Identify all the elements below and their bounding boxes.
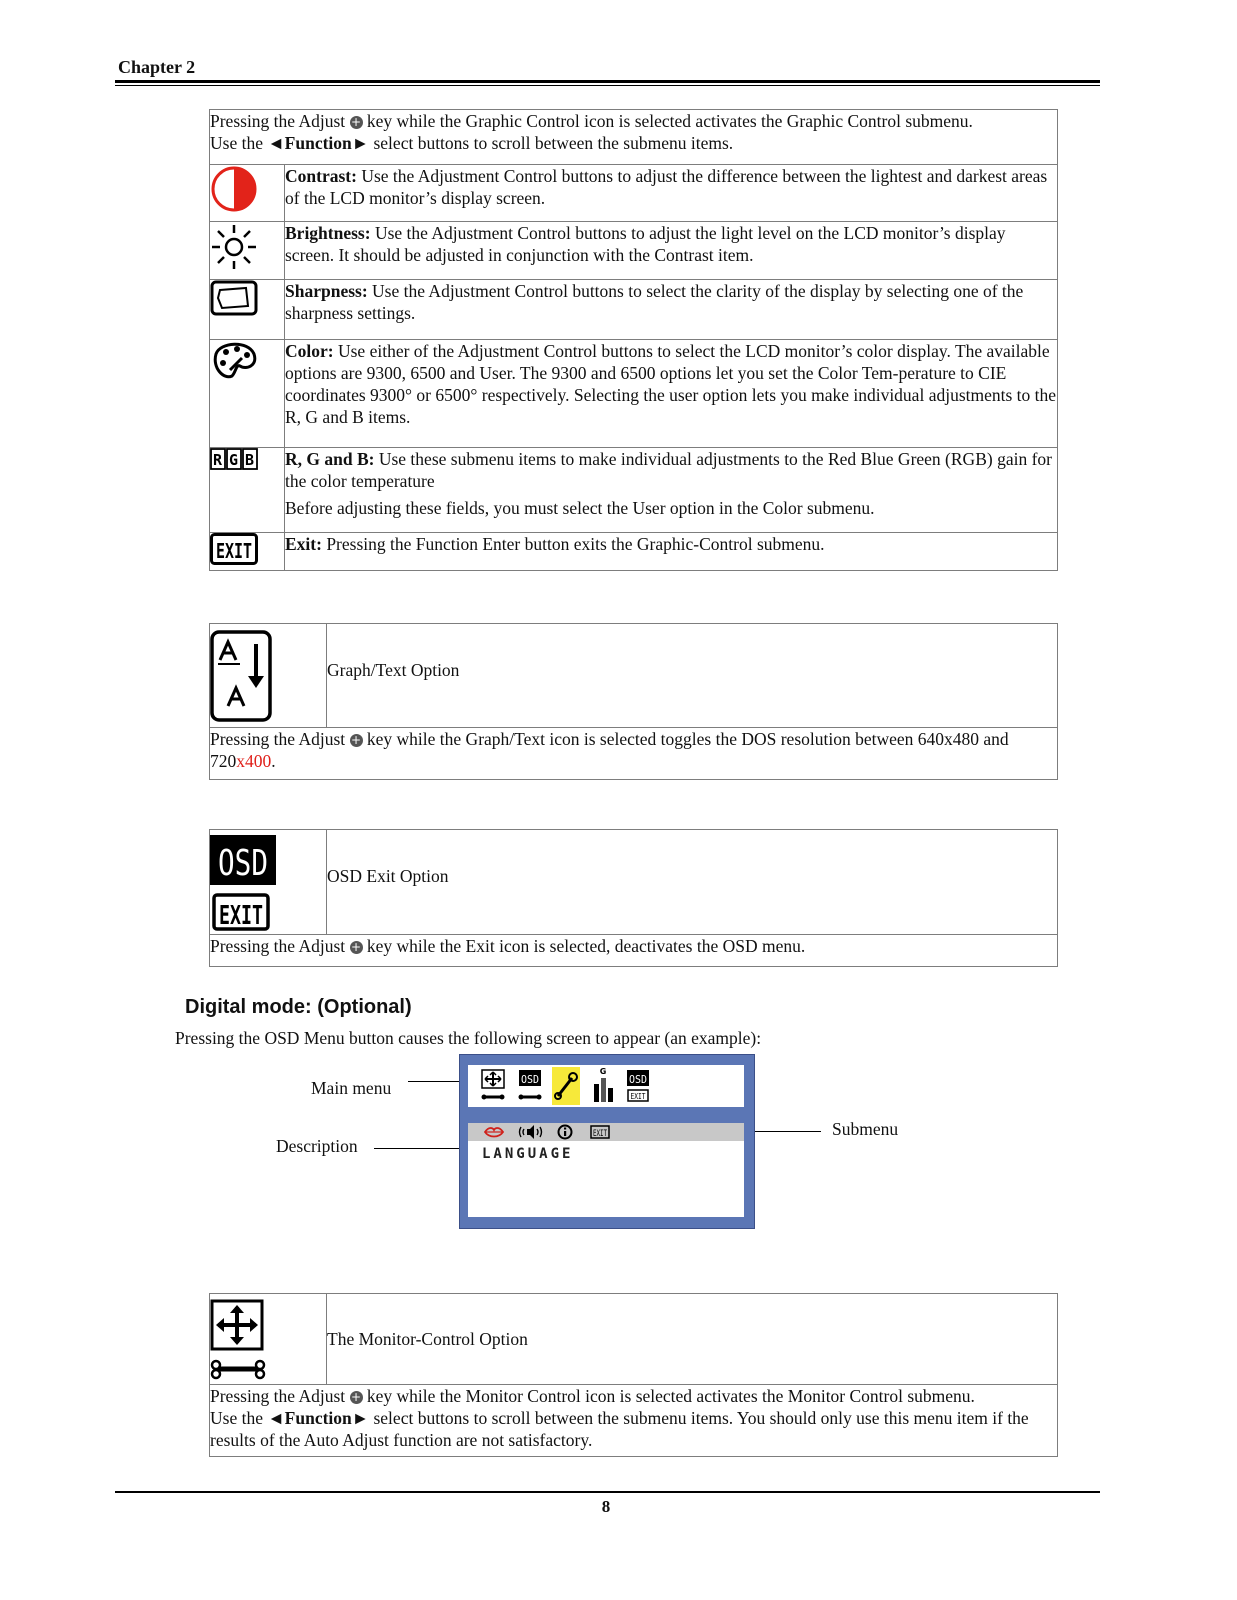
- svg-text:B: B: [245, 451, 255, 469]
- osd-exit-icon-cell: [210, 830, 327, 935]
- graphic-control-intro: Pressing the Adjust + key while the Graphic Control icon is selected activates the Graphic Control submenu. Use the ◄Function► select buttons to scroll between the submenu items.: [210, 110, 1058, 165]
- sharpness-icon-cell: [210, 280, 285, 340]
- graph-text-description: Pressing the Adjust + key while the Graph/Text icon is selected toggles the DOS resolution between 640x480 and 720x400.: [210, 728, 1058, 780]
- submenu-label: Submenu: [832, 1119, 899, 1139]
- wrench-icon[interactable]: [554, 1072, 578, 1100]
- osd-exit-table: [209, 829, 1058, 967]
- info-icon[interactable]: [557, 1124, 573, 1140]
- osd-exit-description: Pressing the Adjust + key while the Exit icon is selected, deactivates the OSD menu.: [210, 935, 1058, 967]
- exit-icon: [212, 893, 270, 931]
- osd-main-menu: [468, 1065, 744, 1107]
- svg-text:G: G: [229, 451, 239, 469]
- page-number: 8: [601, 1497, 611, 1516]
- svg-text:OSD: OSD: [629, 1073, 647, 1086]
- palette-icon: [210, 340, 258, 380]
- adjust-key-icon: +: [351, 115, 362, 129]
- osd-description-text: LANGUAGE: [482, 1146, 574, 1162]
- svg-text:OSD: OSD: [521, 1073, 539, 1086]
- graph-text-title: Graph/Text Option: [327, 624, 1058, 728]
- graph-text-icon: [210, 630, 274, 722]
- contrast-description: Contrast: Use the Adjustment Control buttons to adjust the difference between the lightest and darkest areas of the LCD monitor’s display screen.: [285, 165, 1058, 222]
- lips-icon[interactable]: [484, 1124, 504, 1140]
- monitor-control-table: [209, 1293, 1058, 1457]
- monitor-control-title: The Monitor-Control Option: [327, 1294, 1058, 1385]
- header-rule: [115, 80, 1100, 83]
- brightness-icon-cell: [210, 222, 285, 280]
- monitor-control-icon[interactable]: [481, 1069, 505, 1103]
- color-description: Color: Use either of the Adjustment Control buttons to select the LCD monitor’s color display. The available options are 9300, 6500 and User. The 9300 and 6500 options let you set the Color Tem-perature to CIE coordinates 9300° or 6500° respectively. Selecting the user option lets you make individual adjustments to the R, G and B items.: [285, 340, 1058, 448]
- brightness-icon: [210, 222, 258, 272]
- exit-icon-cell: [210, 533, 285, 571]
- adjust-key-icon: +: [351, 733, 362, 747]
- svg-text:G: G: [599, 1067, 607, 1076]
- monitor-control-description: Pressing the Adjust + key while the Monitor Control icon is selected activates the Monitor Control submenu. Use the ◄Function► select buttons to scroll between the submenu items. You should only use this menu item if the results of the Auto Adjust function are not satisfactory.: [210, 1385, 1058, 1457]
- monitor-control-icon-cell: [210, 1294, 327, 1385]
- osd-submenu-row: [468, 1123, 744, 1141]
- osd-submenu: [468, 1123, 744, 1217]
- rgb-icon-cell: [210, 448, 285, 533]
- digital-mode-heading: Digital mode: (Optional): [185, 996, 412, 1018]
- graph-text-table: [209, 623, 1058, 780]
- svg-text:R: R: [213, 451, 223, 469]
- footer-rule: [115, 1491, 1100, 1493]
- brightness-description: Brightness: Use the Adjustment Control buttons to adjust the light level on the LCD monitor’s display screen. It should be adjusted in conjunction with the Contrast item.: [285, 222, 1058, 280]
- contrast-icon: [210, 165, 258, 213]
- contrast-icon-cell: [210, 165, 285, 222]
- svg-text:EXIT: EXIT: [630, 1092, 646, 1101]
- osd-icon[interactable]: [518, 1069, 542, 1103]
- description-leader: [374, 1148, 468, 1149]
- rgb-note: Before adjusting these fields, you must select the User option in the Color submenu.: [285, 498, 875, 518]
- osd-divider-bar: [468, 1109, 744, 1123]
- chapter-heading: Chapter 2: [118, 57, 196, 77]
- sharpness-description: Sharpness: Use the Adjustment Control buttons to select the clarity of the display by selecting one of the sharpness settings.: [285, 280, 1058, 340]
- osd-icon: [210, 835, 276, 885]
- monitor-control-icon: [210, 1299, 266, 1379]
- rgb-description: R, G and B: Use these submenu items to make individual adjustments to the Red Blue Green (RGB) gain for the color temperature Before adjusting these fields, you must select the User option in the Color submenu.: [285, 448, 1058, 533]
- svg-text:OSD: OSD: [218, 843, 268, 884]
- osd-exit-title: OSD Exit Option: [327, 830, 1058, 935]
- header-rule-thin: [115, 85, 1100, 86]
- digital-mode-intro: Pressing the OSD Menu button causes the following screen to appear (an example):: [175, 1028, 762, 1048]
- selected-highlight: [552, 1067, 580, 1105]
- adjust-key-icon: +: [351, 940, 362, 954]
- description-label: Description: [276, 1136, 358, 1156]
- color-bars-icon[interactable]: [591, 1066, 615, 1104]
- svg-text:EXIT: EXIT: [216, 539, 252, 563]
- rgb-icon: [210, 448, 258, 470]
- sharpness-icon: [210, 280, 258, 316]
- main-menu-label: Main menu: [311, 1078, 392, 1098]
- exit-description: Exit: Pressing the Function Enter button exits the Graphic-Control submenu.: [285, 533, 1058, 571]
- osd-exit-icon[interactable]: [626, 1069, 650, 1103]
- exit-icon[interactable]: [590, 1124, 610, 1140]
- color-icon-cell: [210, 340, 285, 448]
- graph-text-icon-cell: [210, 624, 327, 728]
- osd-screen: [459, 1054, 755, 1229]
- speaker-icon[interactable]: [518, 1124, 544, 1140]
- graphic-control-table: [209, 109, 1058, 571]
- svg-text:EXIT: EXIT: [593, 1129, 608, 1139]
- exit-icon: [210, 533, 258, 565]
- adjust-key-icon: +: [351, 1390, 362, 1404]
- svg-text:EXIT: EXIT: [219, 901, 263, 931]
